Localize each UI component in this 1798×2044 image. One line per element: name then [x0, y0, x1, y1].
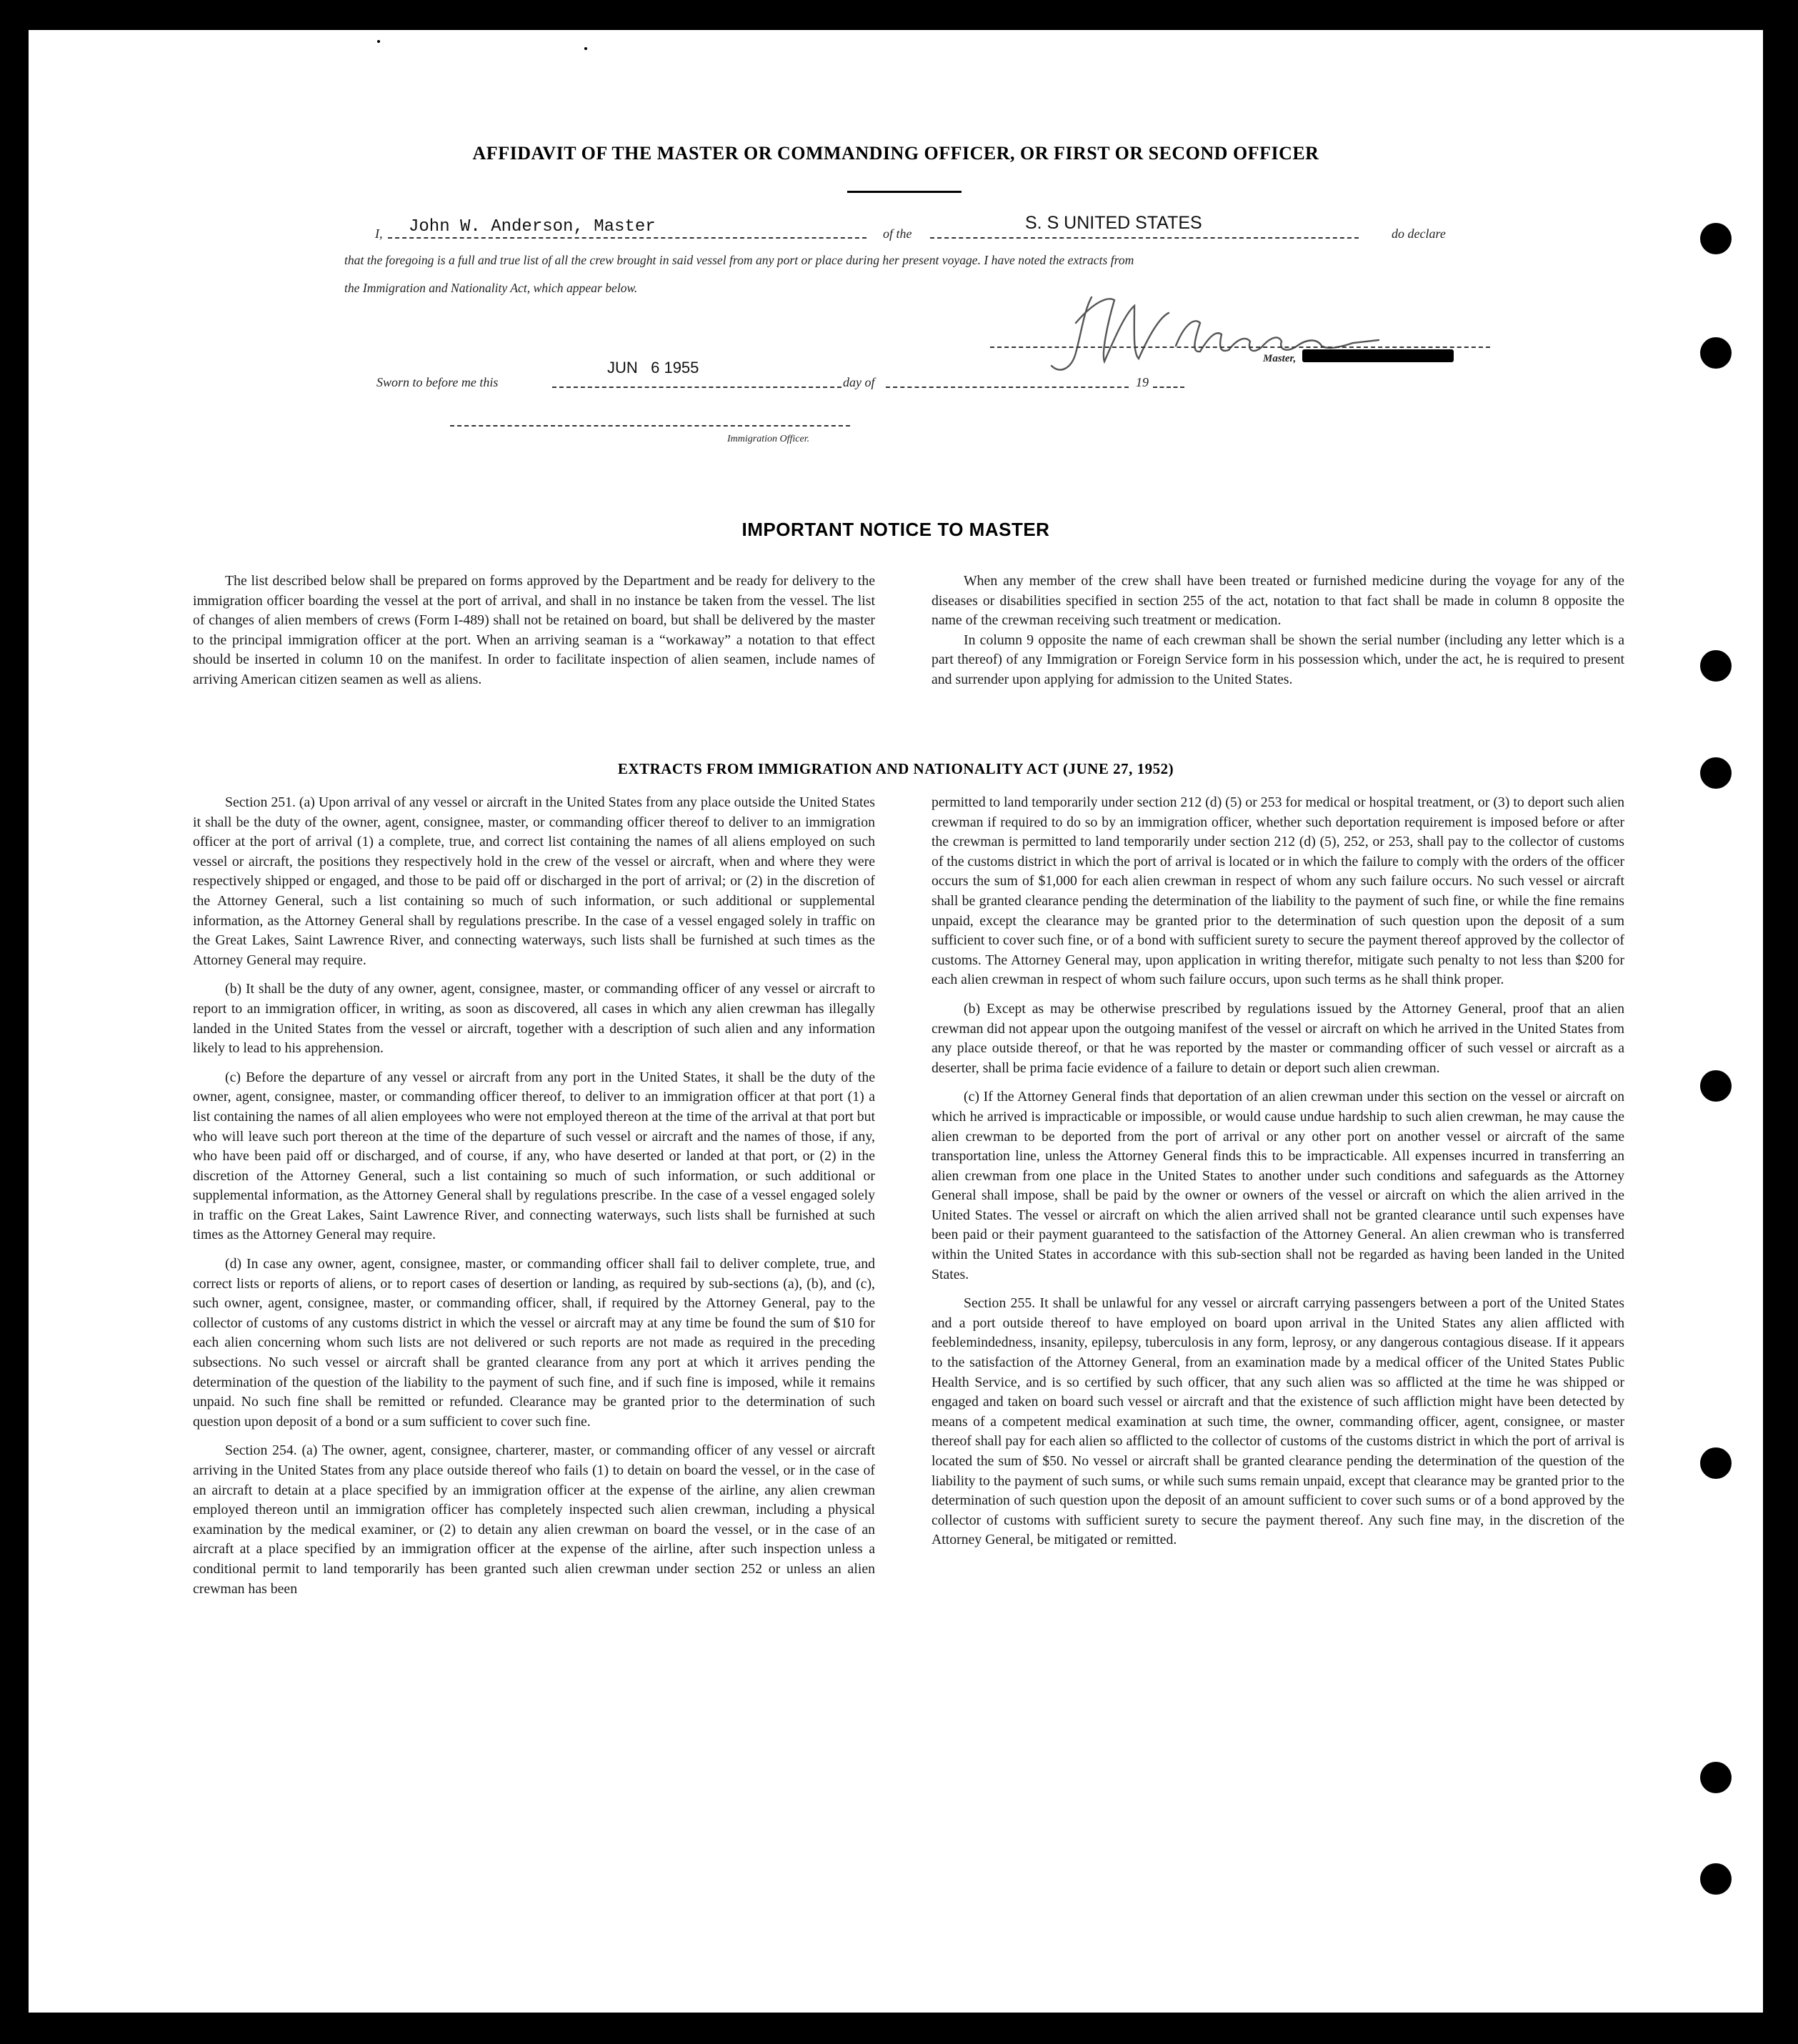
- year-prefix: 19: [1136, 375, 1149, 389]
- sworn-date-stamp: JUN 6 1955: [607, 359, 699, 377]
- sworn-label: Sworn to before me this: [376, 375, 499, 389]
- section-251-c: (c) Before the departure of any vessel or aircraft from any port in the United States, it shall be the duty of the owner, agent, consignee, master, or commanding officer thereof, to deliver to an immigration officer at that port (1) a list containing the names of all alien employees who were not employed thereon at the time of the arrival at that port but who will leave such port thereon at the time of the departure of such vessel or aircraft and the names of those, if any, who have been paid off or discharged, and of course, if any, who have deserted or landed at that port, or (2) in the discretion of the Attorney General, such a list containing so much of such information, or such additional or supplemental information, as the Attorney General shall by regulations prescribe. In the case of a vessel engaged solely in traffic on the Great Lakes, Saint Lawrence River, and connecting waterways, such lists shall be furnished at such times as the Attorney General may require.: [193, 1069, 875, 1243]
- section-254-a: Section 254. (a) The owner, agent, consignee, charterer, master, or commanding officer of any vessel or aircraft arriving in the United States from any place outside thereof who fails (1) to detain on board the vessel, or in the case of an aircraft to detain at a place specified by an immigration officer at the expense of the airline, any alien crewman employed thereon until an immigration officer has completely inspected such alien crewman, including a physical examination by the medical examiner, or (2) to detain any alien crewman on board the vessel, or in the case of an aircraft at a place specified by an immigration officer at the expense of the airline, after such inspection unless a conditional permit to land temporarily has been granted such alien crewman under section 252 or unless an alien crewman has been: [193, 1442, 875, 1597]
- title-rule: [847, 191, 962, 193]
- statement-line-2: the Immigration and Nationality Act, which appear below.: [344, 281, 638, 295]
- punch-hole: [1700, 223, 1732, 254]
- section-255: Section 255. It shall be unlawful for any vessel or aircraft carrying passengers between a port of the United States and a port outside thereof to have employed on board upon arrival in the United States any alien afflicted with feeblemindedness, insanity, epilepsy, tuberculosis in any form, leprosy, or any dangerous contagious disease. If it appears to the satisfaction of the Attorney General, from an examination made by a medical officer of the United States Public Health Service, and is so certified by such officer, that any such alien was so afflicted at the time he was shipped or engaged and taken on board such vessel or aircraft and that the existence of such affliction might have been detected by means of a competent medical examination at such time, the owner, commanding officer, agent, consignee, or master thereof shall pay for each alien so afflicted to the collector of customs of the customs district in which the port of arrival is located the sum of $50. No vessel or aircraft shall be granted clearance pending the determination of the question of the liability to the payment of such sums, or while such sums remain unpaid, except that clearance may be granted prior to the determination of such question upon the deposit of an amount sufficient to cover such sums or of a bond approved by the collector of customs with sufficient surety to secure the payment thereof. Any such fine may, in the discretion of the Attorney General, be mitigated or remitted.: [932, 1295, 1624, 1548]
- notice-title: IMPORTANT NOTICE TO MASTER: [741, 519, 1050, 540]
- punch-hole: [1700, 1762, 1732, 1793]
- i-label: I,: [375, 226, 383, 241]
- sworn-day-line: [552, 387, 841, 388]
- redaction-bar: [1302, 349, 1454, 362]
- signature-title: Master,: [1263, 353, 1297, 364]
- day-of-label: day of: [843, 375, 875, 389]
- notice-right-column: [932, 572, 1624, 699]
- punch-hole: [1700, 1863, 1732, 1895]
- immigration-officer-label: Immigration Officer.: [727, 434, 810, 444]
- do-declare-label: do declare: [1392, 226, 1446, 241]
- extracts-right-column: [932, 793, 1624, 1560]
- name-line: [388, 237, 866, 239]
- form-sheet: [29, 30, 1763, 2013]
- punch-hole: [1700, 1070, 1732, 1102]
- section-251-b: (b) It shall be the duty of any owner, agent, consignee, master, or commanding officer of any vessel or aircraft to report to an immigration officer, in writing, as soon as discovered, all cases in which any alien crewman has illegally landed in the United States from the vessel or aircraft, together with a description of such alien and any information likely to lead to his apprehension.: [193, 981, 875, 1057]
- statement-line-1: that the foregoing is a full and true list of all the crew brought in said vessel from any port or place during her present voyage. I have noted the extracts from: [344, 253, 1134, 267]
- scan-speck: [584, 47, 587, 50]
- section-254-b: (b) Except as may be otherwise prescribed by regulations issued by the Attorney General, proof that an alien crewman did not appear upon the outgoing manifest of the vessel or aircraft on which he arrived in the United States from any place outside thereof, or that he was reported by the master or commanding officer of such vessel or aircraft as a deserter, shall be prima facie evidence of a failure to detain or deport such alien crewman.: [932, 1000, 1624, 1076]
- affidavit-title: AFFIDAVIT OF THE MASTER OR COMMANDING OFFICER, OR FIRST OR SECOND OFFICER: [472, 143, 1319, 164]
- year-line: [1153, 387, 1184, 388]
- section-254-c: (c) If the Attorney General finds that deportation of an alien crewman under this section on the vessel or aircraft on which he arrived is impracticable or impossible, or would cause undue hardship to such alien crewman, he may cause the alien crewman to be deported from the port of arrival or any other port on another vessel or aircraft of the same transportation line, unless the Attorney General finds this to be impracticable. All expenses incurred in transferring an alien crewman from one place in the United States to another under such conditions and safeguards as the Attorney General shall impose, shall be paid by the owner or owners of the vessel or aircraft on which the alien arrived in the United States. The vessel or aircraft on which the alien arrived shall not be granted clearance until such expenses have been paid or their payment guaranteed to the satisfaction of the Attorney General. An alien crewman who is transferred within the United States in accordance with this sub-section shall not be regarded as having been landed in the United States.: [932, 1089, 1624, 1282]
- master-signature: [1007, 281, 1407, 389]
- of-the-label: of the: [883, 226, 912, 241]
- punch-hole: [1700, 650, 1732, 682]
- punch-hole: [1700, 1447, 1732, 1479]
- section-254-a-continued: permitted to land temporarily under section 212 (d) (5) or 253 for medical or hospital treatment, or (3) to deport such alien crewman if required to do so by an immigration officer, whether such deportation requirement is imposed before or after the crewman is permitted to land temporarily under section 212 (d) (5), 252, or 253, shall pay to the collector of customs of the customs district in which the port of arrival is located or in which the failure to comply with the orders of the officer occurs the sum of $1,000 for each alien crewman in respect of whom any such failure occurs. No such vessel or aircraft shall be granted clearance pending the determination of the liability to the payment of such fine, or while the fine remains unpaid, except the clearance may be granted prior to the determination of such question upon the deposit of a sum sufficient to cover such fine, or of a bond with sufficient surety to secure the payment thereof approved by the collector of customs. The Attorney General may, upon application in writing therefor, mitigate such penalty to not less than $200 for each alien crewman in respect of whom such failure occurs, upon such terms as he shall think proper.: [932, 794, 1624, 988]
- notice-right-paragraph-1: When any member of the crew shall have been treated or furnished medicine during the voyage for any of the diseases or disabilities specified in section 255 of the act, notation to that fact shall be made in column 8 opposite the name of the crewman receiving such treatment or medication.: [932, 573, 1624, 629]
- punch-hole: [1700, 757, 1732, 789]
- punch-hole: [1700, 337, 1732, 369]
- extracts-title: EXTRACTS FROM IMMIGRATION AND NATIONALITY ACT (JUNE 27, 1952): [617, 760, 1174, 777]
- officer-signature-line: [450, 425, 850, 427]
- notice-right-paragraph-2: In column 9 opposite the name of each crewman shall be shown the serial number (including any letter which is a part thereof) of any Immigration or Foreign Service form in his possession which, under the act, he is required to present and surrender upon applying for admission to the United States.: [932, 632, 1624, 687]
- scan-speck: [377, 40, 380, 43]
- month-line: [886, 387, 1129, 388]
- extracts-left-column: [193, 793, 875, 1608]
- vessel-line: [930, 237, 1359, 239]
- section-251-a: Section 251. (a) Upon arrival of any vessel or aircraft in the United States from any place outside the United States it shall be the duty of the owner, agent, consignee, master, or commanding officer thereof to deliver to an immigration officer at the port of arrival (1) a complete, true, and correct list containing the names of all aliens employed on such vessel or aircraft, the positions they respectively hold in the crew of the vessel or aircraft, when and where they were respectively shipped or engaged, and those to be paid off or discharged in the port of arrival; or (2) in the discretion of the Attorney General, such a list containing so much of such information, or such additional or supplemental information, as the Attorney General shall by regulations prescribe. In the case of a vessel engaged solely in traffic on the Great Lakes, Saint Lawrence River, and connecting waterways, such lists shall be furnished at such times as the Attorney General may require.: [193, 794, 875, 968]
- signature-line: [990, 347, 1490, 348]
- section-251-d: (d) In case any owner, agent, consignee, master, or commanding officer shall fail to deliver complete, true, and correct lists or reports of aliens, or to report cases of desertion or landing, as required by sub-sections (a), (b), and (c), such owner, agent, consignee, master, or commanding officer, shall, if required by the Attorney General, pay to the collector of customs of any customs district in which the vessel or aircraft may at any time be found the sum of $10 for each alien concerning whom such lists are not delivered or such reports are not made as required in the preceding subsections. No such vessel or aircraft shall be granted clearance from any port at which it arrives pending the determination of the question of the liability to the payment of such fine, and if such fine is imposed, while it remains unpaid. No such fine shall be remitted or refunded. Clearance may be granted prior to the determination of such question upon deposit of a bond or a sum sufficient to cover such fine.: [193, 1256, 875, 1430]
- notice-left-column: [193, 572, 875, 699]
- master-name: John W. Anderson, Master: [409, 217, 656, 236]
- notice-left-paragraph: The list described below shall be prepared on forms approved by the Department and be ready for delivery to the immigration officer boarding the vessel at the port of arrival, and shall in no instance be taken from the vessel. The list of changes of alien members of crews (Form I-489) shall not be retained on board, but shall be delivered by the master to the principal immigration officer at the port. When an arriving seaman is a “workaway” a notation to that effect should be inserted in column 10 on the manifest. In order to facilitate inspection of alien seamen, include names of arriving American citizen seamen as well as aliens.: [193, 573, 875, 687]
- vessel-name: S. S UNITED STATES: [1025, 213, 1202, 233]
